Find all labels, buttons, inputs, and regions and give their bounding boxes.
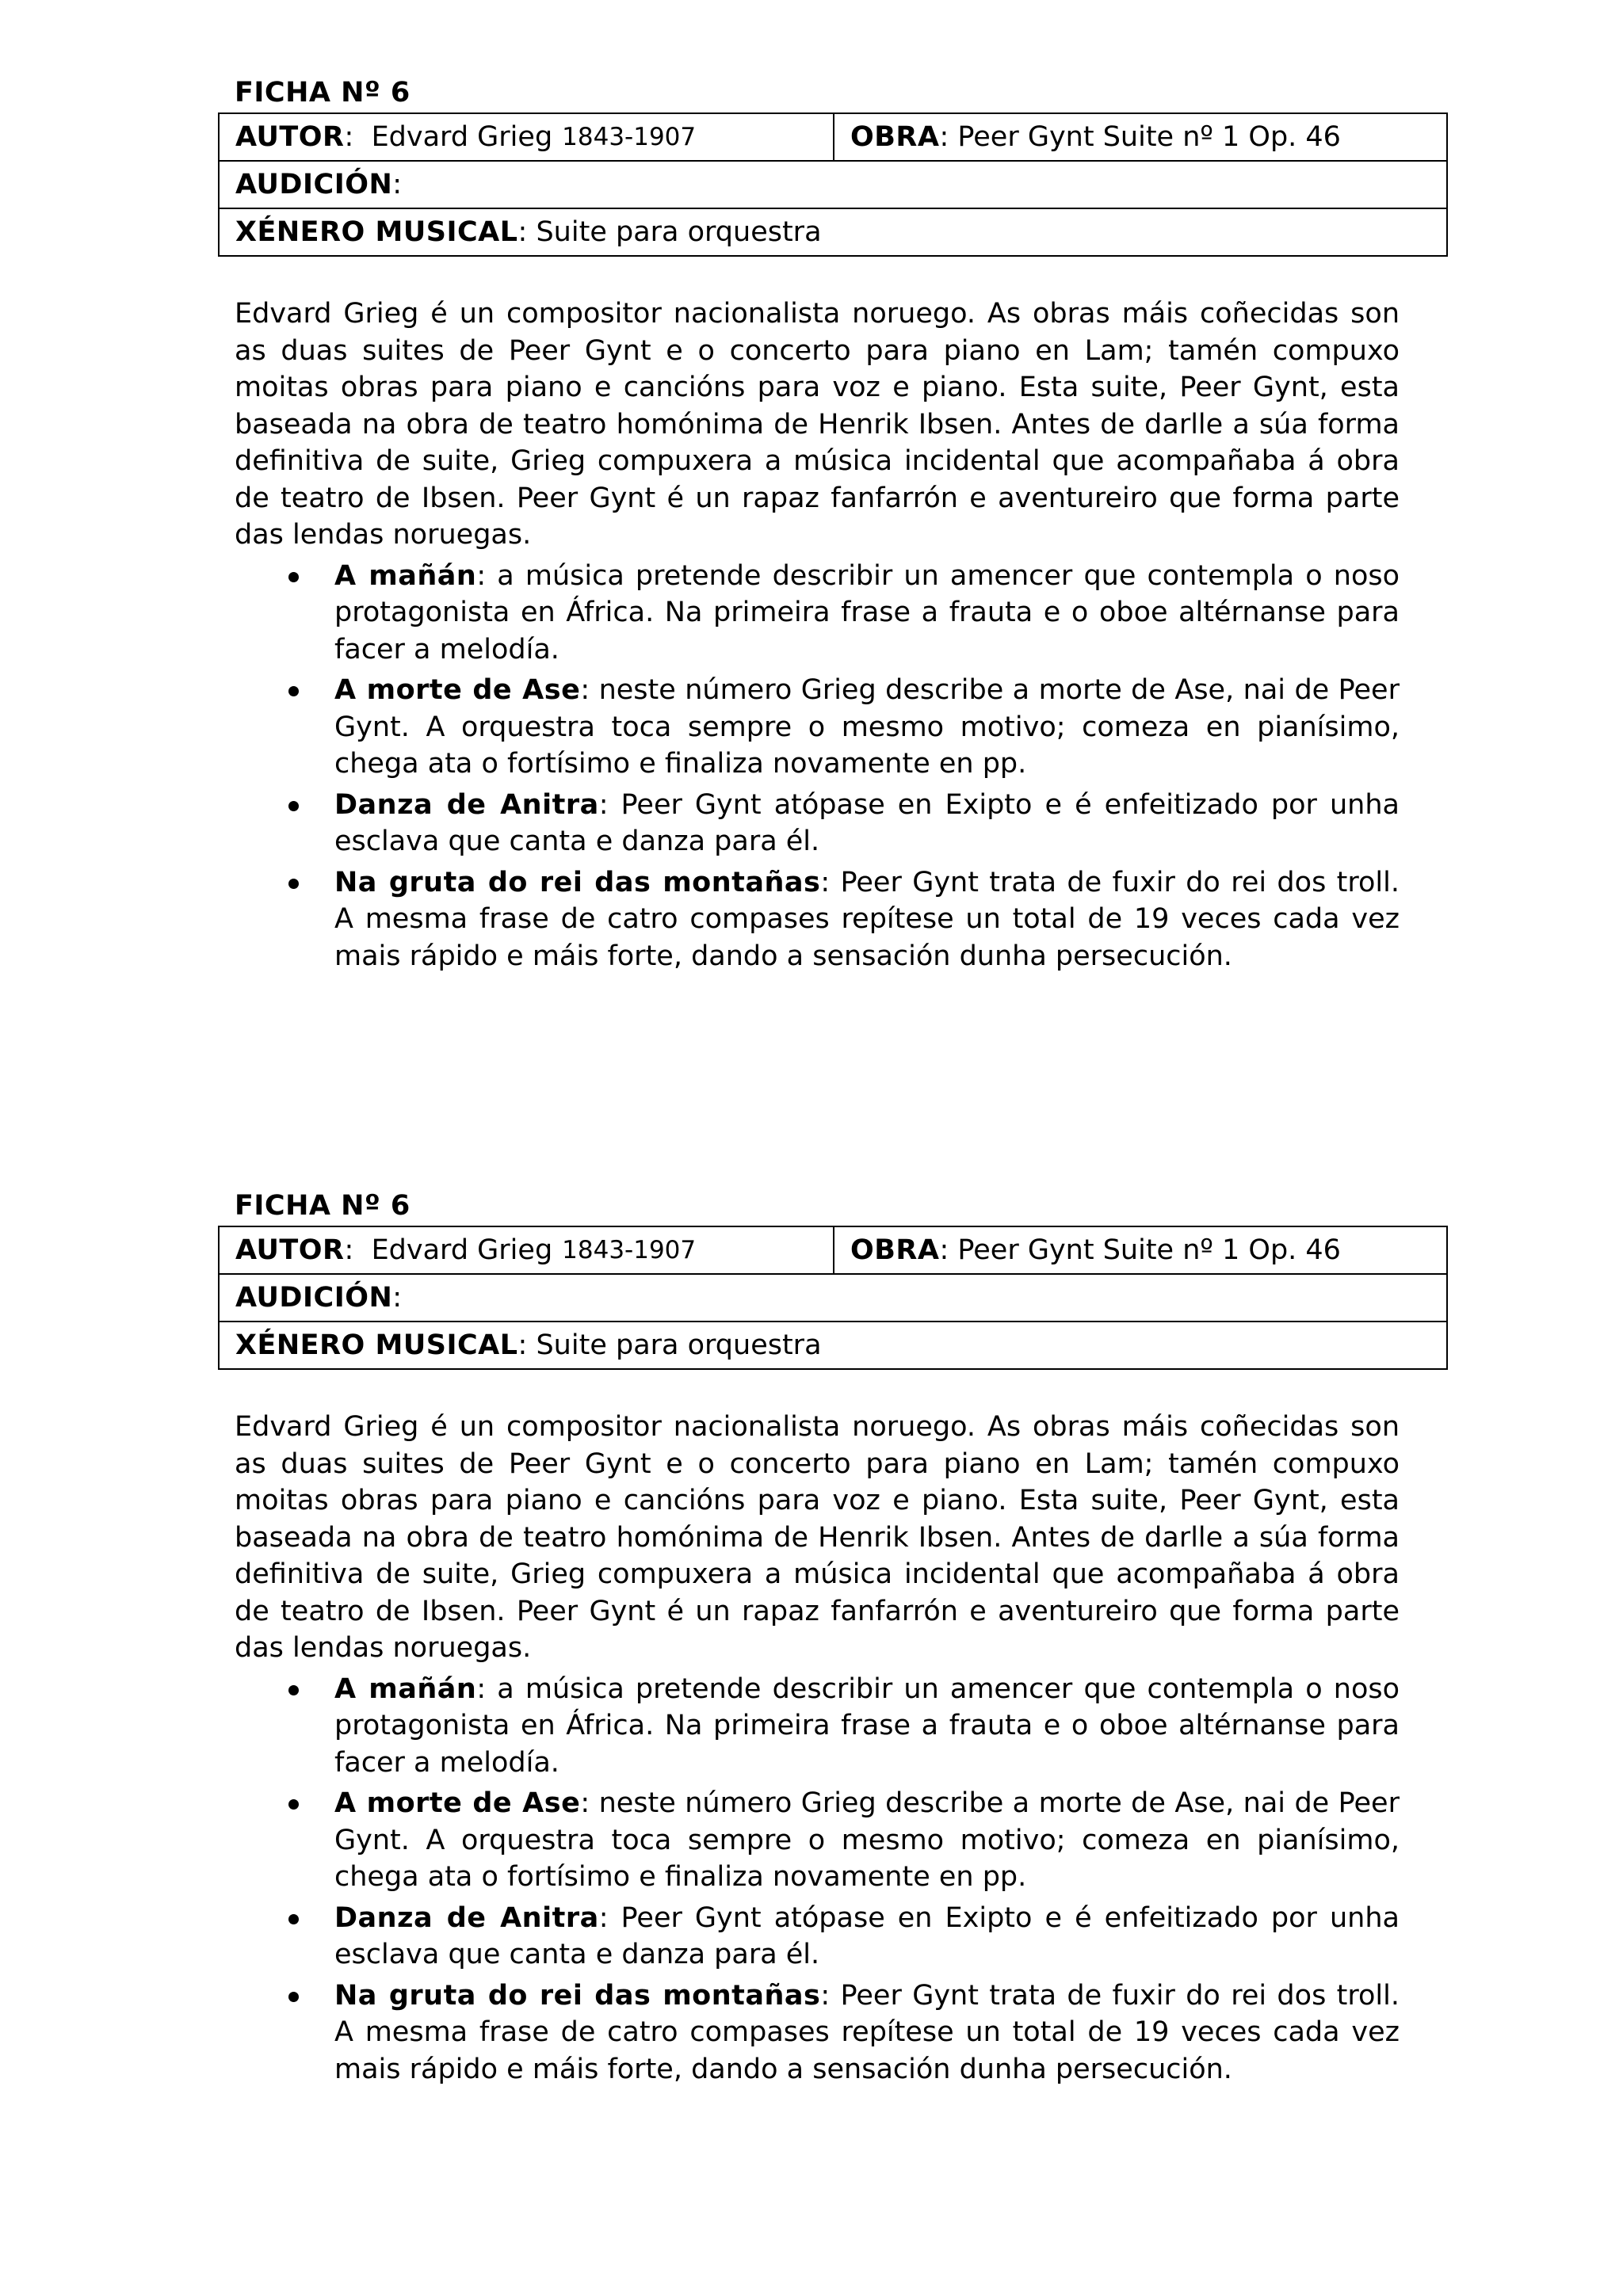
xenero-cell [220,1322,1446,1368]
autor-value: Edvard Grieg [371,121,553,153]
list-item: Danza de Anitra: Peer Gynt atópase en Exipto e é enfeitizado por unha esclava que canta e danza para él. [235,1900,1400,1974]
list-item: Na gruta do rei das montañas: Peer Gynt trata de fuxir do rei dos troll. A mesma frase de catro compases repítese un total de 19 veces cada vez mais rápido e máis forte, dando a sensación dunha persecución. [235,864,1400,975]
movement-list [235,1671,1400,2088]
autor-cell [220,1227,833,1273]
list-item: A mañán: a música pretende describir un amencer que contempla o noso protagonista en África. Na primeira frase a frauta e o oboe altérnanse para facer a melodía. [235,558,1400,669]
bullet-icon [288,801,299,811]
autor-colon: : [344,1234,372,1266]
movement-title: A morte de Ase [334,1787,581,1819]
ficha-card [218,73,1448,974]
bullet-icon [288,879,299,889]
audicion-label: AUDICIÓN [235,169,393,200]
xenero-value: Suite para orquestra [536,216,822,248]
obra-colon: : [939,1234,958,1266]
autor-cell [220,114,833,160]
xenero-label: XÉNERO MUSICAL [235,1329,518,1361]
obra-cell [833,1227,1446,1273]
movement-text: Peer Gynt atópase en Exipto e é enfeitizado por unha esclava que canta e danza para él. [334,788,1400,857]
list-item: A morte de Ase: neste número Grieg describe a morte de Ase, nai de Peer Gynt. A orquestra toca sempre o mesmo motivo; comeza en pianísimo, chega ata o fortísimo e finaliza novamente en pp. [235,672,1400,783]
list-item: A morte de Ase: neste número Grieg describe a morte de Ase, nai de Peer Gynt. A orquestra toca sempre o mesmo motivo; comeza en pianísimo, chega ata o fortísimo e finaliza novamente en pp. [235,1785,1400,1896]
bullet-icon [288,572,299,582]
autor-label: AUTOR [235,121,345,153]
movement-title: A morte de Ase [334,674,581,706]
list-item: Na gruta do rei das montañas: Peer Gynt trata de fuxir do rei dos troll. A mesma frase de catro compases repítese un total de 19 veces cada vez mais rápido e máis forte, dando a sensación dunha persecución. [235,1978,1400,2088]
intro-paragraph: Edvard Grieg é un compositor nacionalista noruego. As obras máis coñecidas son as duas suites de Peer Gynt e o concerto para piano en Lam; tamén compuxo moitas obras para piano e cancións para voz e piano. Esta suite, Peer Gynt, esta baseada na obra de teatro homónima de Henrik Ibsen. Antes de darlle a súa forma definitiva de suite, Grieg compuxera a música incidental que acompañaba á obra de teatro de Ibsen. Peer Gynt é un rapaz fanfarrón e aventureiro que forma parte das lendas noruegas. [235,1411,1400,1664]
obra-value: Peer Gynt Suite nº 1 Op. 46 [957,1234,1341,1266]
bullet-icon [288,1799,299,1810]
list-item: A mañán: a música pretende describir un amencer que contempla o noso protagonista en África. Na primeira frase a frauta e o oboe altérnanse para facer a melodía. [235,1671,1400,1782]
xenero-label: XÉNERO MUSICAL [235,216,518,248]
autor-years: 1843-1907 [562,123,697,151]
intro-paragraph: Edvard Grieg é un compositor nacionalista noruego. As obras máis coñecidas son as duas suites de Peer Gynt e o concerto para piano en Lam; tamén compuxo moitas obras para piano e cancións para voz e piano. Esta suite, Peer Gynt, esta baseada na obra de teatro homónima de Henrik Ibsen. Antes de darlle a súa forma definitiva de suite, Grieg compuxera a música incidental que acompañaba á obra de teatro de Ibsen. Peer Gynt é un rapaz fanfarrón e aventureiro que forma parte das lendas noruegas. [235,298,1400,551]
movement-title: A mañán [334,1672,477,1705]
bullet-icon [288,1685,299,1695]
obra-label: OBRA [850,1234,940,1266]
audicion-colon: : [392,169,411,200]
movement-text: a música pretende describir un amencer que contempla o noso protagonista en África. Na primeira frase a frauta e o oboe altérnanse para facer a melodía. [334,1672,1400,1779]
movement-text: Peer Gynt atópase en Exipto e é enfeitizado por unha esclava que canta e danza para él. [334,1901,1400,1970]
obra-label: OBRA [850,121,940,153]
autor-colon: : [344,121,372,153]
ficha-title: FICHA Nº 6 [235,1190,411,1222]
info-row-xenero [220,208,1446,255]
ficha-title: FICHA Nº 6 [235,77,411,109]
list-item: Danza de Anitra: Peer Gynt atópase en Exipto e é enfeitizado por unha esclava que canta e danza para él. [235,787,1400,860]
audicion-colon: : [392,1282,411,1314]
info-table [218,113,1448,257]
xenero-colon: : [517,1329,537,1361]
xenero-cell [220,209,1446,255]
autor-label: AUTOR [235,1234,345,1266]
description [218,296,1400,974]
obra-cell [833,114,1446,160]
xenero-value: Suite para orquestra [536,1329,822,1361]
movement-text: neste número Grieg describe a morte de Ase, nai de Peer Gynt. A orquestra toca sempre o mesmo motivo; comeza en pianísimo, chega ata o fortísimo e finaliza novamente en pp. [334,674,1400,780]
autor-value: Edvard Grieg [371,1234,553,1266]
info-row-autor-obra [220,1227,1446,1273]
movement-title: Na gruta do rei das montañas [334,866,821,898]
movement-title: Danza de Anitra [334,1901,599,1934]
movement-title: A mañán [334,559,477,592]
audicion-label: AUDICIÓN [235,1282,393,1314]
bullet-icon [288,1914,299,1924]
description [218,1409,1400,2088]
movement-text: neste número Grieg describe a morte de Ase, nai de Peer Gynt. A orquestra toca sempre o mesmo motivo; comeza en pianísimo, chega ata o fortísimo e finaliza novamente en pp. [334,1787,1400,1893]
xenero-colon: : [517,216,537,248]
obra-value: Peer Gynt Suite nº 1 Op. 46 [957,121,1341,153]
bullet-icon [288,686,299,696]
obra-colon: : [939,121,958,153]
ficha-card [218,1186,1448,2088]
info-row-xenero [220,1321,1446,1368]
audicion-cell [220,162,1446,208]
autor-years: 1843-1907 [562,1236,697,1264]
info-row-audicion [220,1273,1446,1321]
audicion-cell [220,1275,1446,1321]
info-row-audicion [220,160,1446,208]
movement-title: Na gruta do rei das montañas [334,1979,821,2012]
movement-list [235,558,1400,975]
movement-text: Peer Gynt trata de fuxir do rei dos troll. A mesma frase de catro compases repítese un total de 19 veces cada vez mais rápido e máis forte, dando a sensación dunha persecución. [334,1979,1400,2085]
info-row-autor-obra [220,114,1446,160]
movement-title: Danza de Anitra [334,788,599,821]
info-table [218,1226,1448,1370]
movement-text: a música pretende describir un amencer que contempla o noso protagonista en África. Na primeira frase a frauta e o oboe altérnanse para facer a melodía. [334,559,1400,666]
movement-text: Peer Gynt trata de fuxir do rei dos troll. A mesma frase de catro compases repítese un total de 19 veces cada vez mais rápido e máis forte, dando a sensación dunha persecución. [334,866,1400,972]
bullet-icon [288,1992,299,2002]
